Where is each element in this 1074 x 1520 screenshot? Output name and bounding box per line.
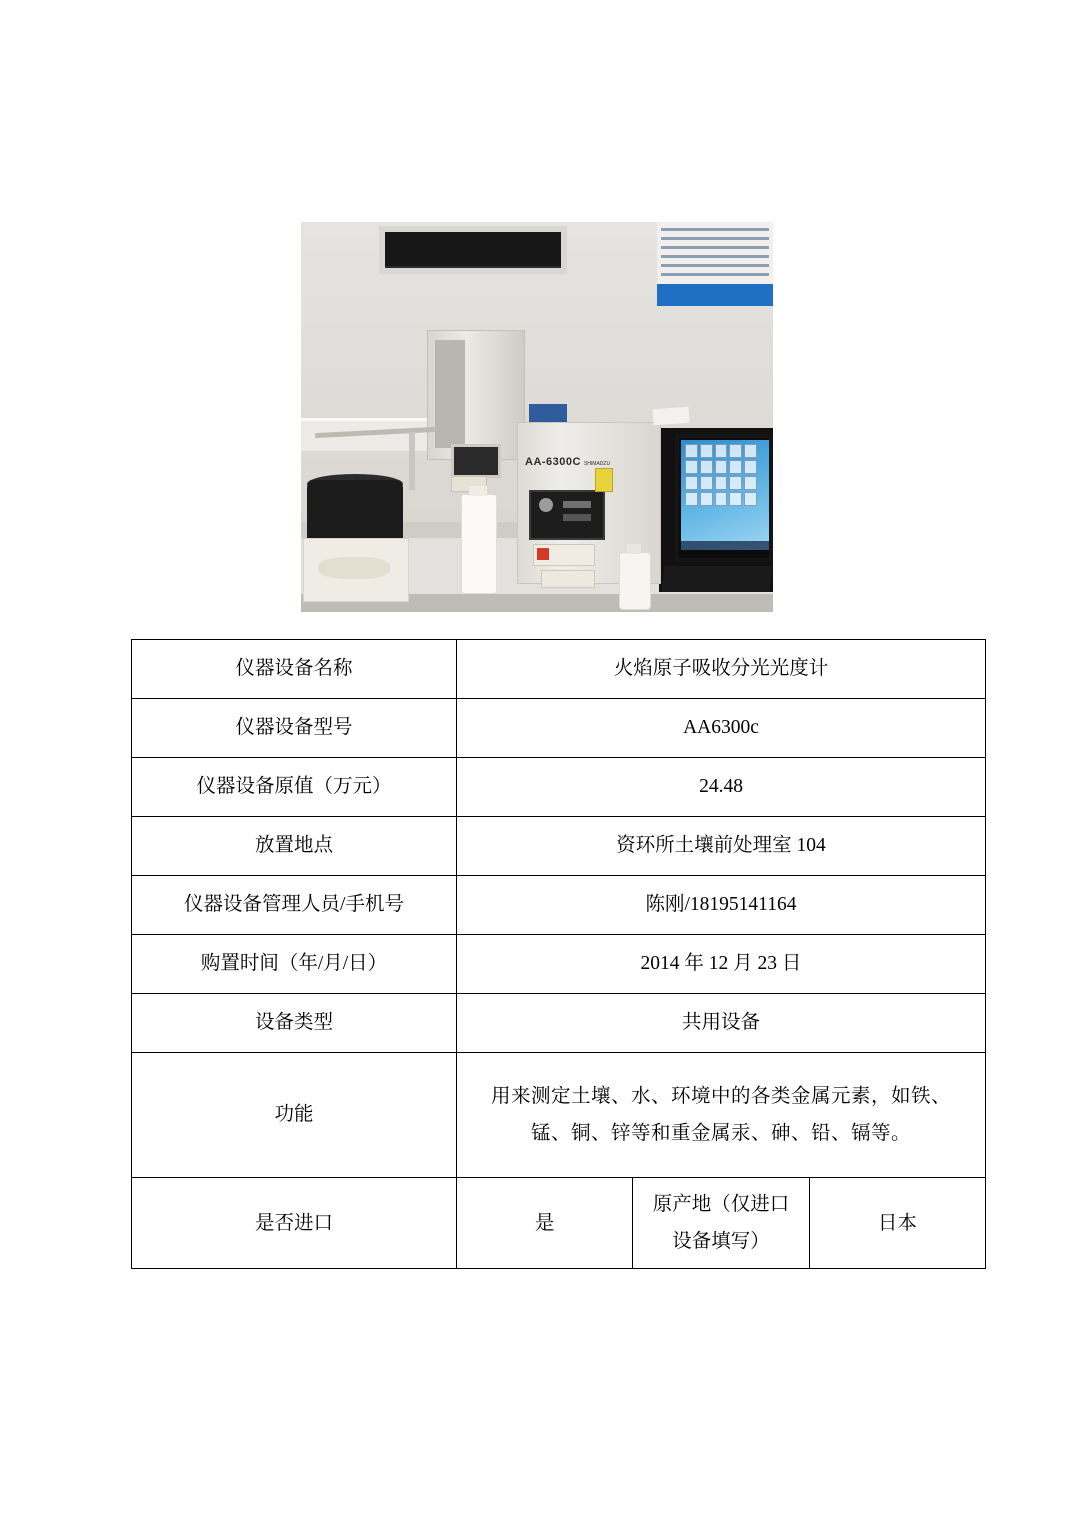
- instrument-model-label: [525, 456, 625, 468]
- table-row: [132, 817, 986, 876]
- row-label-equipment-type: 设备类型: [132, 994, 457, 1053]
- waste-bottle-small-cap: [627, 544, 641, 554]
- waste-bottle-large-cap: [469, 486, 487, 496]
- row-label-imported: 是否进口: [132, 1178, 457, 1269]
- warning-label-white: [541, 570, 595, 588]
- row-value-purchase-date: 2014 年 12 月 23 日: [457, 935, 986, 994]
- table-row: [132, 699, 986, 758]
- sampler-arm-post: [409, 432, 415, 490]
- table-row: [132, 994, 986, 1053]
- photo-background: [301, 222, 773, 612]
- row-label-location: 放置地点: [132, 817, 457, 876]
- autosampler-base: [303, 538, 409, 602]
- equipment-spec-table: [131, 639, 986, 1269]
- table-row: [132, 935, 986, 994]
- instrument-brand-text: SHIMADZU: [583, 461, 611, 467]
- wall-poster-banner: [657, 284, 773, 306]
- row-label-function: 功能: [132, 1053, 457, 1178]
- row-label-manager: 仪器设备管理人员/手机号: [132, 876, 457, 935]
- row-label-price: 仪器设备原值（万元）: [132, 758, 457, 817]
- row-label-purchase-date: 购置时间（年/月/日）: [132, 935, 457, 994]
- row-value-origin: 日本: [809, 1178, 985, 1269]
- row-label-model: 仪器设备型号: [132, 699, 457, 758]
- row-label-name: 仪器设备名称: [132, 640, 457, 699]
- fume-hood-opening: [385, 232, 561, 266]
- taskbar: [681, 541, 769, 550]
- blue-box-on-shelf: [529, 404, 567, 422]
- table-row: [132, 640, 986, 699]
- row-value-equipment-type: 共用设备: [457, 994, 986, 1053]
- table-row-import: [132, 1178, 986, 1269]
- warning-label-red: [533, 544, 595, 566]
- row-value-function: [457, 1053, 986, 1178]
- function-line-2: 锰、铜、锌等和重金属汞、砷、铅、镉等。: [530, 1123, 911, 1144]
- panel-button-lower: [563, 514, 591, 521]
- lamp-turret-window: [451, 444, 501, 478]
- wall-poster-text: [661, 228, 769, 276]
- row-label-origin: 原产地（仅进口设备填写）: [633, 1178, 809, 1269]
- instrument-photo: [301, 222, 773, 612]
- autosampler-tray: [307, 480, 403, 544]
- keyboard: [662, 566, 773, 592]
- function-line-1: 用来测定土壤、水、环境中的各类金属元素，如铁、: [490, 1085, 951, 1107]
- row-value-location: 资环所土壤前处理室 104: [457, 817, 986, 876]
- waste-bottle-small: [619, 552, 651, 610]
- panel-button-upper: [563, 501, 591, 508]
- instrument-model-text: AA-6300C: [525, 456, 581, 468]
- paper-stack: [652, 407, 689, 425]
- table-row: [132, 758, 986, 817]
- row-value-name: 火焰原子吸收分光光度计: [457, 640, 986, 699]
- warning-label-yellow: [595, 468, 613, 492]
- table-row-function: [132, 1053, 986, 1178]
- desktop-icons: [685, 444, 757, 506]
- row-value-manager: 陈刚/18195141164: [457, 876, 986, 935]
- lamp-turret-shadow: [435, 340, 465, 448]
- monitor-screen: [681, 440, 769, 550]
- row-value-model: AA6300c: [457, 699, 986, 758]
- table-row: [132, 876, 986, 935]
- panel-knob: [539, 498, 553, 512]
- row-value-imported: 是: [457, 1178, 633, 1269]
- waste-bottle-large: [461, 494, 497, 594]
- row-value-price: 24.48: [457, 758, 986, 817]
